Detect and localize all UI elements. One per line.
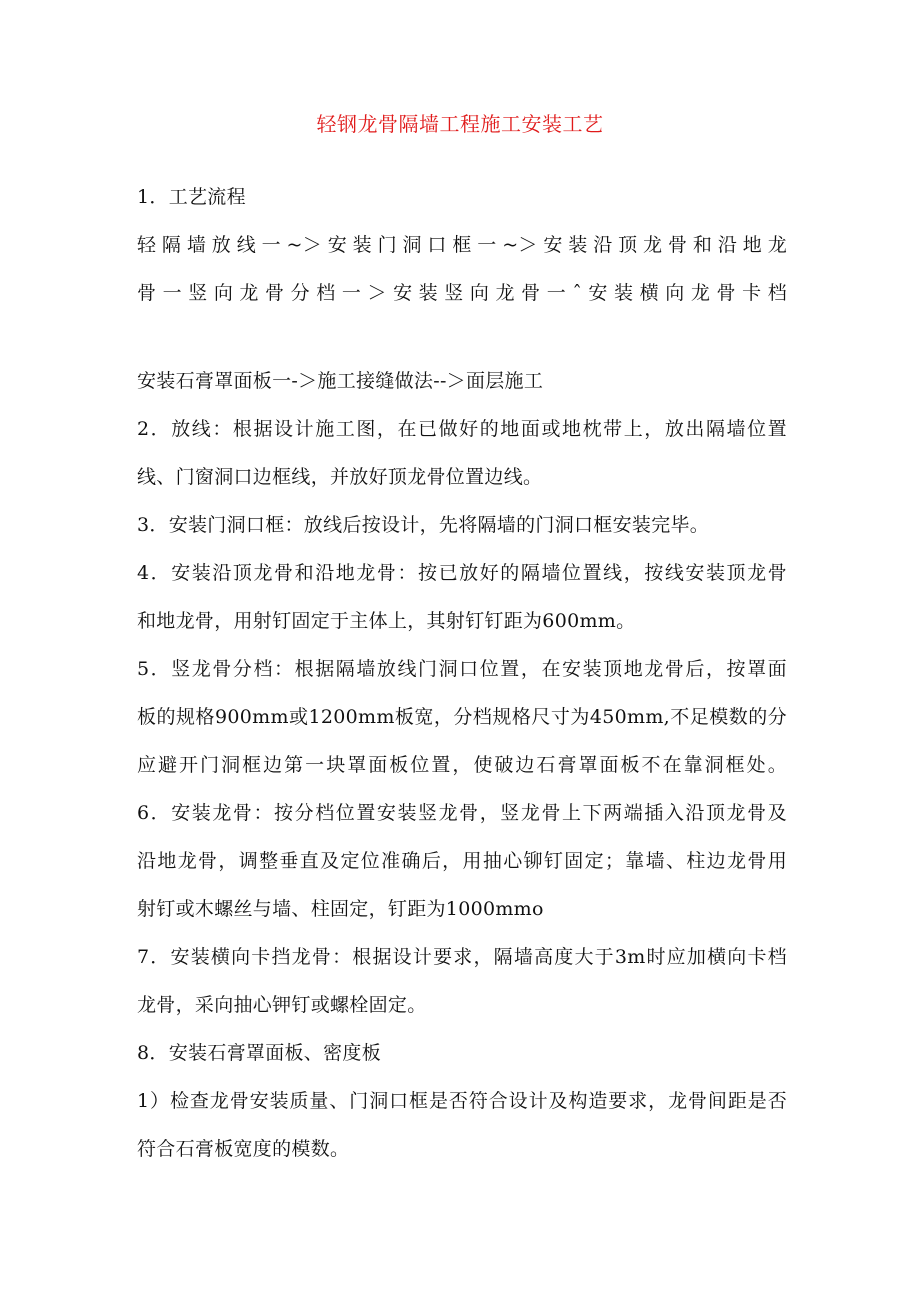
paragraph-line: 1）检查龙骨安装质量、门洞口框是否符合设计及构造要求，龙骨间距是否 <box>137 1090 787 1112</box>
paragraph-line: 2．放线：根据设计施工图，在已做好的地面或地枕带上，放出隔墙位置 <box>137 418 787 440</box>
paragraph-line: 和地龙骨，用射钉固定于主体上，其射钉钉距为600mm。 <box>137 610 636 632</box>
process-flow-line-1: 轻隔墙放线一~＞安装门洞口框一~＞安装沿顶龙骨和沿地龙 <box>137 234 787 256</box>
document-title: 轻钢龙骨隔墙工程施工安装工艺 <box>316 112 604 136</box>
process-flow-line-3: 安装石膏罩面板一-＞施工接缝做法--＞面层施工 <box>137 370 544 392</box>
paragraph-line: 5．竖龙骨分档：根据隔墙放线门洞口位置，在安装顶地龙骨后，按罩面 <box>137 658 787 680</box>
paragraph-line: 8．安装石膏罩面板、密度板 <box>137 1042 381 1064</box>
paragraph-line: 符合石膏板宽度的模数。 <box>137 1138 350 1160</box>
paragraph-line: 线、门窗洞口边框线，并放好顶龙骨位置边线。 <box>137 466 543 488</box>
paragraph-line: 沿地龙骨，调整垂直及定位准确后，用抽心铆钉固定；靠墙、柱边龙骨用 <box>137 850 787 872</box>
paragraph-line: 龙骨，采向抽心钾钉或螺栓固定。 <box>137 994 427 1016</box>
paragraph-line: 4．安装沿顶龙骨和沿地龙骨：按已放好的隔墙位置线，按线安装顶龙骨 <box>137 562 787 584</box>
document-body <box>137 173 787 1173</box>
paragraph-line: 板的规格900mm或1200mm板宽，分档规格尺寸为450mm,不足模数的分 <box>137 706 787 728</box>
paragraph-line: 7．安装横向卡挡龙骨：根据设计要求，隔墙高度大于3m时应加横向卡档 <box>137 946 787 968</box>
paragraph-line: 3．安装门洞口框：放线后按设计，先将隔墙的门洞口框安装完毕。 <box>137 514 710 536</box>
paragraph-line: 应避开门洞框边第一块罩面板位置，使破边石膏罩面板不在靠洞框处。 <box>137 754 787 776</box>
paragraph-line: 射钉或木螺丝与墙、柱固定，钉距为1000mmo <box>137 898 544 920</box>
process-flow-line-2: 骨一竖向龙骨分档一＞安装竖向龙骨一ˆ安装横向龙骨卡档 <box>137 282 787 304</box>
paragraph-line: 6．安装龙骨：按分档位置安装竖龙骨，竖龙骨上下两端插入沿顶龙骨及 <box>137 802 787 824</box>
section-heading-process: 1．工艺流程 <box>137 186 246 208</box>
paragraph-gap <box>137 317 787 357</box>
